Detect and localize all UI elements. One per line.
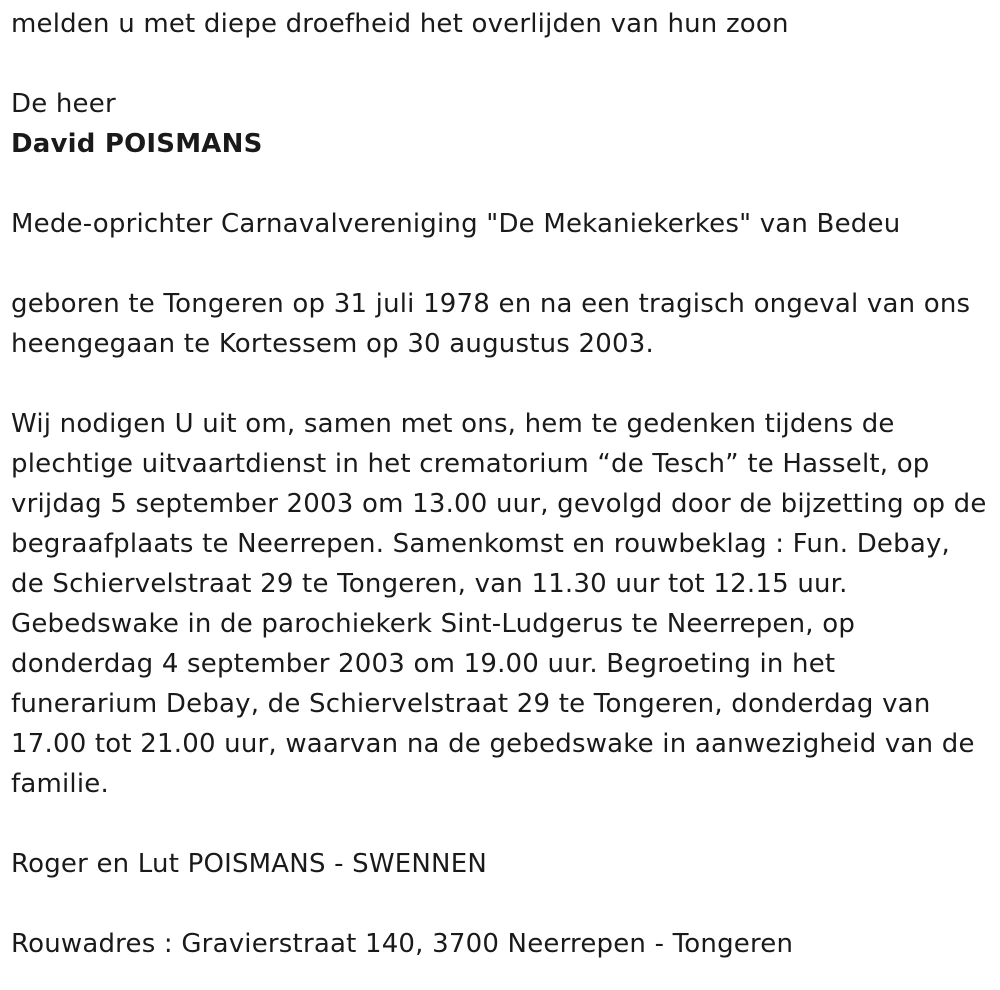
- spacer: [11, 364, 996, 404]
- service-line: vrijdag 5 september 2003 om 13.00 uur, gevolgd door de bijzetting op de: [11, 489, 987, 519]
- birth-line: heengegaan te Kortessem op 30 augustus 2003.: [11, 329, 654, 359]
- service-line: 17.00 tot 21.00 uur, waarvan na de gebedswake in aanwezigheid van de: [11, 729, 975, 759]
- service-paragraph: [11, 404, 996, 804]
- service-line: de Schiervelstraat 29 te Tongeren, van 11.30 uur tot 12.15 uur.: [11, 569, 848, 599]
- spacer: [11, 804, 996, 844]
- service-line: Gebedswake in de parochiekerk Sint-Ludgerus te Neerrepen, op: [11, 609, 856, 639]
- service-line: plechtige uitvaartdienst in het crematorium “de Tesch” te Hasselt, op: [11, 449, 930, 479]
- birth-line: geboren te Tongeren op 31 juli 1978 en na een tragisch ongeval van ons: [11, 289, 971, 319]
- spacer: [11, 244, 996, 284]
- spacer: [11, 44, 996, 84]
- service-line: familie.: [11, 769, 109, 799]
- deceased-name: David POISMANS: [11, 129, 263, 159]
- obituary-notice: [11, 4, 996, 964]
- spacer: [11, 884, 996, 924]
- service-line: donderdag 4 september 2003 om 19.00 uur. Begroeting in het: [11, 649, 836, 679]
- role-text: Mede-oprichter Carnavalvereniging "De Mekaniekerkes" van Bedeu: [11, 209, 901, 239]
- family-names: Roger en Lut POISMANS - SWENNEN: [11, 849, 487, 879]
- birth-paragraph: [11, 284, 996, 364]
- service-line: funerarium Debay, de Schiervelstraat 29 te Tongeren, donderdag van: [11, 689, 931, 719]
- salutation: De heer: [11, 89, 116, 119]
- service-line: begraafplaats te Neerrepen. Samenkomst en rouwbeklag : Fun. Debay,: [11, 529, 951, 559]
- service-line: Wij nodigen U uit om, samen met ons, hem te gedenken tijdens de: [11, 409, 895, 439]
- mourning-address: Rouwadres : Gravierstraat 140, 3700 Neerrepen - Tongeren: [11, 929, 794, 959]
- intro-text: melden u met diepe droefheid het overlijden van hun zoon: [11, 9, 789, 39]
- spacer: [11, 164, 996, 204]
